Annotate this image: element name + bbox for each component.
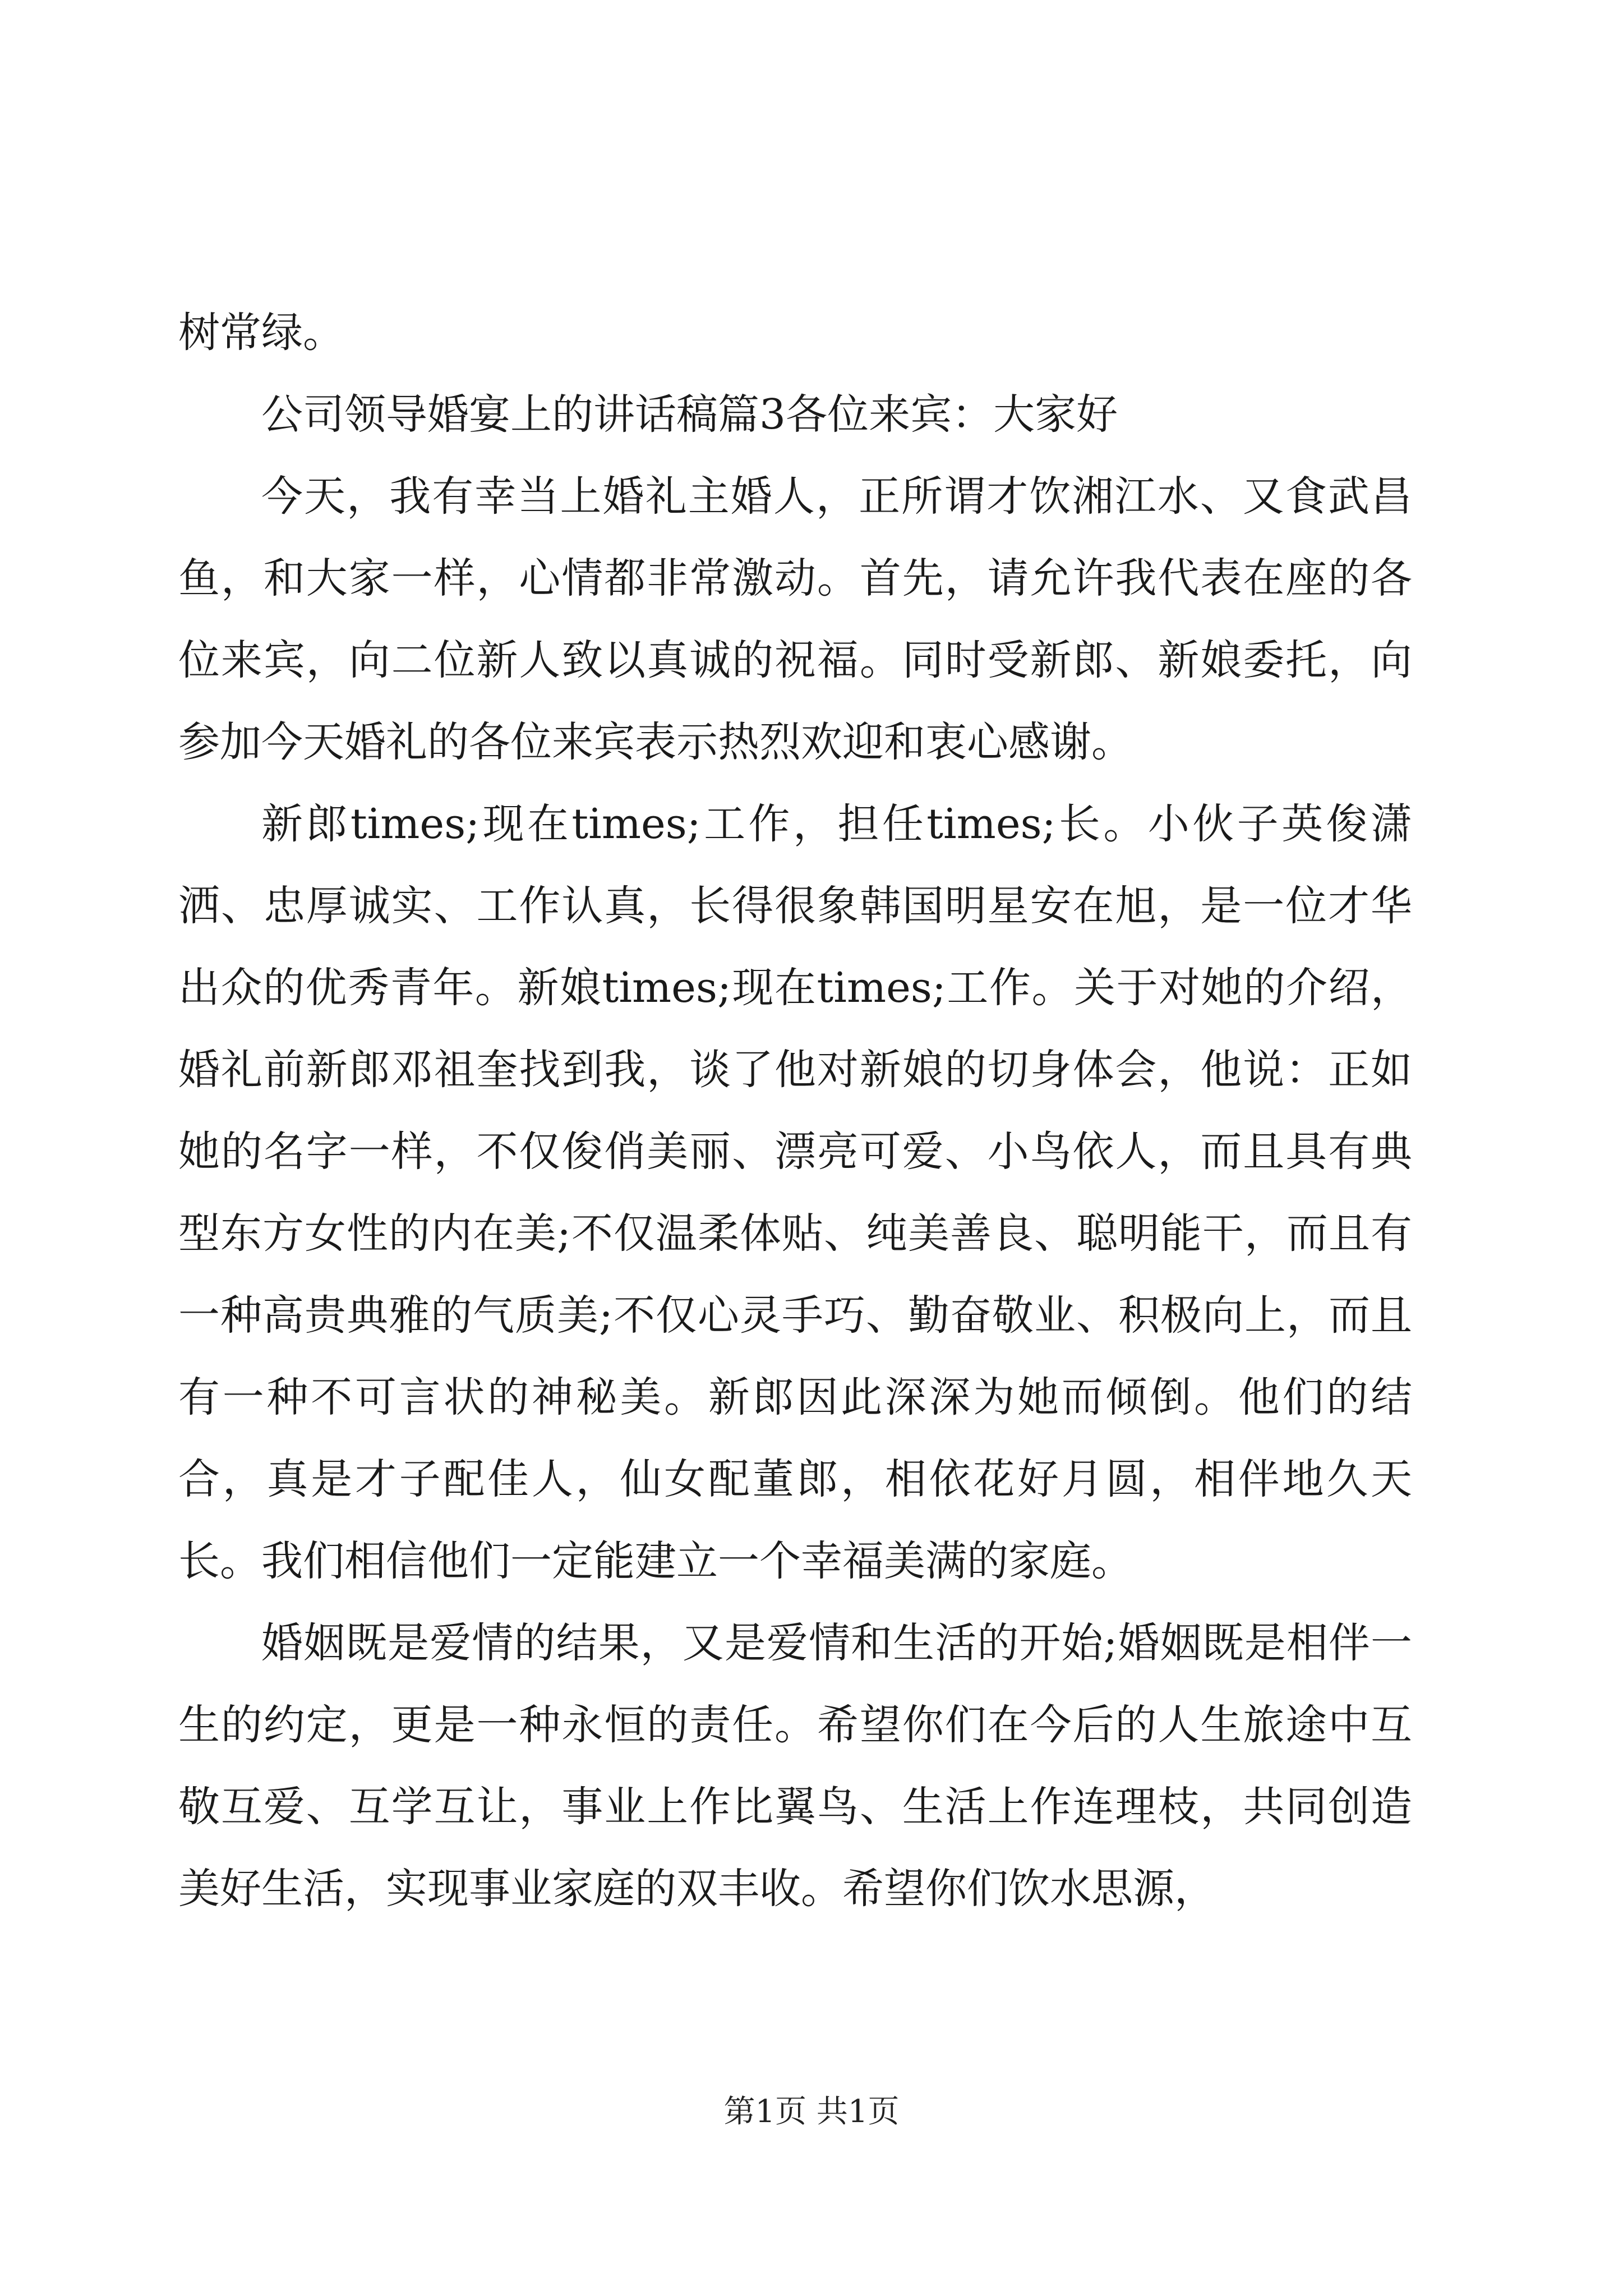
paragraph: 新郎times;现在times;工作，担任times;长。小伙子英俊潇洒、忠厚诚实、工作认真，长得很象韩国明星安在旭，是一位才华出众的优秀青年。新娘times;现在times;工作。关于对她的介绍，婚礼前新郎邓祖奎找到我，谈了他对新娘的切身体会，他说：正如她的名字一样，不仅俊俏美丽、漂亮可爱、小鸟依人，而且具有典型东方女性的内在美;不仅温柔体贴、纯美善良、聪明能干，而且有一种高贵典雅的气质美;不仅心灵手巧、勤奋敬业、积极向上，而且有一种不可言状的神秘美。新郎因此深深为她而倾倒。他们的结合，真是才子配佳人，仙女配董郎，相依花好月圆，相伴地久天长。我们相信他们一定能建立一个幸福美满的家庭。 [178,800,1412,1585]
paragraph: 婚姻既是爱情的结果，又是爱情和生活的开始;婚姻既是相伴一生的约定，更是一种永恒的责任。希望你们在今后的人生旅途中互敬互爱、互学互让，事业上作比翼鸟、生活上作连理枝，共同创造美好生活，实现事业家庭的双丰收。希望你们饮水思源， [178,1619,1412,1913]
paragraph: 今天，我有幸当上婚礼主婚人，正所谓才饮湘江水、又食武昌鱼，和大家一样，心情都非常激动。首先，请允许我代表在座的各位来宾，向二位新人致以真诚的祝福。同时受新郎、新娘委托，向参加今天婚礼的各位来宾表示热烈欢迎和衷心感谢。 [178,472,1412,766]
document-body [178,292,1412,1930]
paragraph-continuation: 树常绿。 [178,309,344,357]
page-footer: 第1页 共1页 [723,2093,900,2130]
section-heading: 公司领导婚宴上的讲话稿篇3各位来宾：大家好 [261,390,1118,439]
